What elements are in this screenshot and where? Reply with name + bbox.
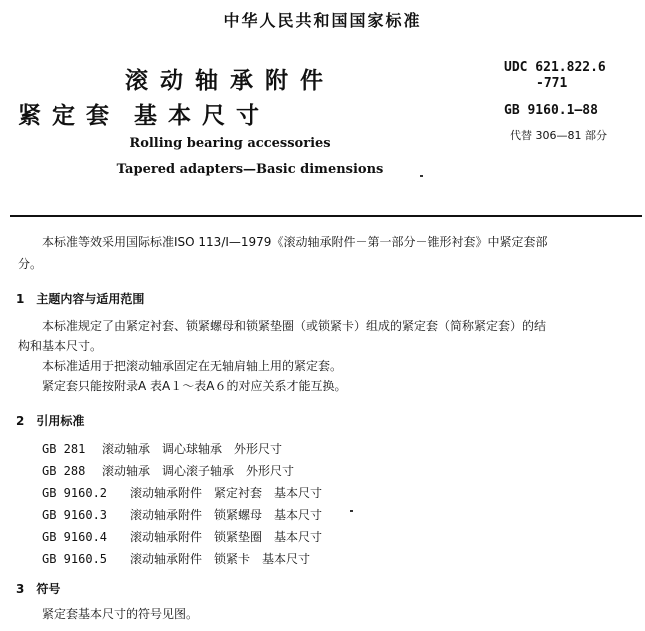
reference-item [42,506,322,523]
section1-p2: 本标准适用于把滚动轴承固定在无轴肩轴上用的紧定套。 [42,359,343,373]
title-line2-part2: 基本尺寸 [134,103,270,129]
reference-code: GB 281 [42,442,86,456]
udc-number-suffix: -771 [536,76,568,91]
reference-title: 滚动轴承 调心滚子轴承 外形尺寸 [102,464,295,478]
reference-code: GB 9160.4 [42,530,108,544]
reference-item [42,528,322,545]
section2-heading: 2 引用标准 [16,414,85,428]
reference-code: GB 9160.2 [42,486,108,500]
title-english-line1: Rolling bearing accessories [129,136,331,151]
title-line2-part1: 紧定套 [18,103,120,129]
scan-speck [350,510,353,512]
reference-title: 滚动轴承附件 紧定衬套 基本尺寸 [130,486,323,500]
section3-p1: 紧定套基本尺寸的符号见图。 [42,607,199,621]
gb-standard-number: GB 9160.1—88 [504,103,598,118]
title-chinese-line2 [18,97,270,130]
section1-heading: 1 主题内容与适用范围 [16,292,145,306]
reference-code: GB 288 [42,464,86,478]
udc-number: UDC 621.822.6 [504,60,606,75]
reference-item [42,550,310,567]
reference-title: 滚动轴承附件 锁紧螺母 基本尺寸 [130,508,323,522]
reference-item [42,484,322,501]
section3-heading: 3 符号 [16,582,61,596]
reference-code: GB 9160.3 [42,508,108,522]
header-divider [10,215,642,217]
reference-title: 滚动轴承附件 锁紧垫圈 基本尺寸 [130,530,323,544]
title-chinese-line1: 滚动轴承附件 [125,68,335,94]
reference-title: 滚动轴承附件 锁紧卡 基本尺寸 [130,552,311,566]
intro-line1: 本标准等效采用国际标准ISO 113/Ⅰ—1979《滚动轴承附件－第一部分－锥形衬套》中紧定套部 [42,235,548,249]
scan-speck [420,175,423,177]
national-standard-label: 中华人民共和国国家标准 [223,11,422,30]
reference-title: 滚动轴承 调心球轴承 外形尺寸 [102,442,283,456]
section1-p1-line1: 本标准规定了由紧定衬套、锁紧螺母和锁紧垫圈（或锁紧卡）组成的紧定套（简称紧定套）的结 [42,319,547,333]
section1-p1-line2: 构和基本尺寸。 [18,339,103,353]
replaces-note: 代替 306—81 部分 [510,129,607,142]
reference-item [42,440,282,457]
section1-p3: 紧定套只能按附录A 表A１～表A６的对应关系才能互换。 [42,379,347,393]
title-english-line2: Tapered adapters—Basic dimensions [116,162,384,177]
intro-line2: 分。 [18,257,43,271]
reference-item [42,462,294,479]
reference-code: GB 9160.5 [42,552,108,566]
